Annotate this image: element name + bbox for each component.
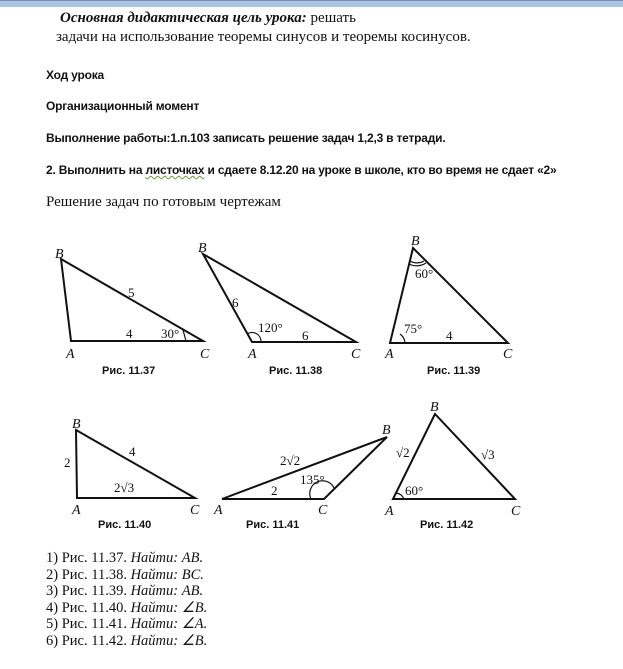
task-find-label: Найти: <box>130 599 179 616</box>
side-label: 2 <box>271 483 278 498</box>
vertex-C: C <box>200 347 210 362</box>
side-label: 4 <box>129 444 136 459</box>
vertex-C: C <box>318 503 328 518</box>
task-item <box>46 633 207 650</box>
vertex-B: B <box>55 247 64 262</box>
task-find-label: Найти: <box>130 616 179 632</box>
task-number: 2) <box>46 566 59 583</box>
side-label: 5 <box>128 285 135 300</box>
vertex-B: B <box>411 234 420 249</box>
task-target: ∠B. <box>181 632 208 649</box>
figure-caption: Рис. 11.40 <box>98 519 152 531</box>
vertex-A: A <box>248 347 257 362</box>
task-target: BC. <box>181 566 204 583</box>
task-list <box>46 550 207 649</box>
angle-label: 60° <box>405 483 424 498</box>
angle-label: 75° <box>404 321 423 336</box>
task-target: AB. <box>181 583 204 599</box>
task-number: 5) <box>46 616 59 632</box>
task2-suffix: и сдаете 8.12.20 на уроке в школе, кто во время не сдает «2» <box>204 163 557 177</box>
task-item <box>46 600 207 617</box>
spellcheck-word: листочках <box>145 163 205 177</box>
vertex-A: A <box>72 503 81 518</box>
task-figure-ref: Рис. 11.37. <box>61 550 127 566</box>
task-target: ∠B. <box>181 599 208 616</box>
side-label: 6 <box>232 295 239 310</box>
vertex-C: C <box>511 504 521 519</box>
vertex-A: A <box>214 503 223 518</box>
side-label: √2 <box>396 445 410 460</box>
side-label: 2√2 <box>280 453 301 468</box>
org-moment: Организационный момент <box>46 99 200 113</box>
vertex-A: A <box>385 504 394 519</box>
side-label: 6 <box>302 328 309 343</box>
vertex-B: B <box>72 417 81 432</box>
task-figure-ref: Рис. 11.41. <box>61 616 127 632</box>
angle-label: 120° <box>258 320 283 335</box>
vertex-A: A <box>66 347 75 362</box>
task-figure-ref: Рис. 11.40. <box>61 599 127 616</box>
task-target: AB. <box>181 550 204 566</box>
vertex-C: C <box>351 347 361 362</box>
goal-text: решать <box>306 10 356 26</box>
task-target: ∠A. <box>181 616 208 632</box>
task-figure-ref: Рис. 11.38. <box>61 566 127 583</box>
side-label: 2 <box>64 455 71 470</box>
task-figure-ref: Рис. 11.39. <box>61 583 127 599</box>
task-item <box>46 616 207 633</box>
task-item <box>46 583 207 600</box>
task-item <box>46 567 207 584</box>
task-find-label: Найти: <box>130 566 179 583</box>
task-find-label: Найти: <box>130 550 179 566</box>
triangle-11-40 <box>76 430 195 498</box>
task-number: 4) <box>46 599 59 616</box>
task-find-label: Найти: <box>130 632 179 649</box>
figure-caption: Рис. 11.42 <box>420 519 474 531</box>
side-label: 4 <box>126 326 133 341</box>
lesson-progress-heading: Ход урока <box>46 68 105 82</box>
work-instruction: Выполнение работы:1.п.103 записать решение задач 1,2,3 в тетради. <box>46 131 446 145</box>
side-label: 2√3 <box>114 480 135 495</box>
task-number: 3) <box>46 583 59 599</box>
side-label: √3 <box>481 447 495 462</box>
side-label: 4 <box>446 328 453 343</box>
angle-label: 60° <box>415 266 434 281</box>
vertex-B: B <box>430 400 439 415</box>
task-find-label: Найти: <box>130 583 179 599</box>
triangle-11-41 <box>222 437 387 499</box>
task-number: 1) <box>46 550 59 566</box>
lesson-goal-line-2: задачи на использование теоремы синусов и теоремы косинусов. <box>56 29 471 45</box>
vertex-C: C <box>503 347 513 362</box>
task-item <box>46 550 207 567</box>
task-number: 6) <box>46 632 59 649</box>
goal-label: Основная дидактическая цель урока: <box>60 10 307 26</box>
vertex-B: B <box>382 423 391 438</box>
angle-label: 30° <box>161 326 180 341</box>
section-title: Решение задач по готовым чертежам <box>46 194 281 210</box>
figure-caption: Рис. 11.37 <box>102 365 156 377</box>
vertex-C: C <box>190 503 200 518</box>
task-figure-ref: Рис. 11.42. <box>61 632 127 649</box>
figure-caption: Рис. 11.39 <box>427 365 481 377</box>
figure-caption: Рис. 11.38 <box>269 365 323 377</box>
vertex-B: B <box>198 241 207 256</box>
vertex-A: A <box>385 347 394 362</box>
figure-caption: Рис. 11.41 <box>246 519 300 531</box>
angle-label: 135° <box>300 472 325 487</box>
task2-prefix: 2. Выполнить на <box>46 163 146 177</box>
